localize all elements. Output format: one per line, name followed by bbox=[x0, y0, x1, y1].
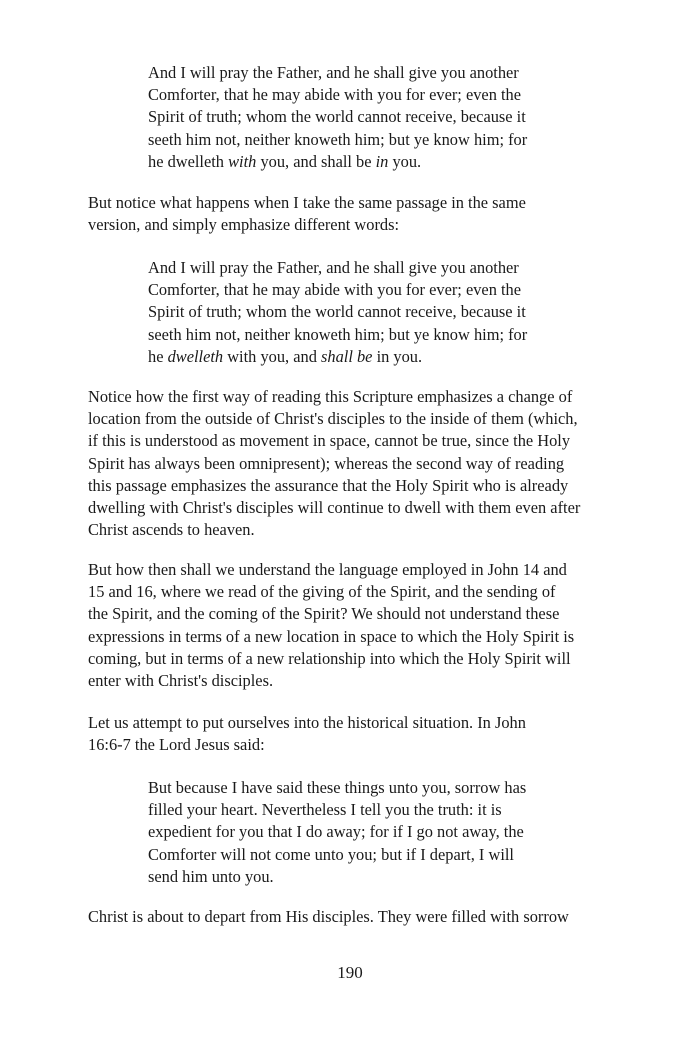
text-line bbox=[148, 106, 588, 128]
text-segment: location from the outside of Christ's disciples to the inside of them (which, bbox=[88, 409, 578, 429]
text-line bbox=[88, 519, 648, 541]
scripture-quote-3 bbox=[148, 777, 588, 888]
text-segment: he dwelleth bbox=[148, 151, 229, 171]
text-segment: expedient for you that I do away; for if I go not away, the bbox=[148, 822, 524, 842]
emphasized-text: dwelleth bbox=[167, 346, 224, 366]
text-line bbox=[148, 346, 588, 368]
text-line bbox=[148, 279, 588, 301]
text-line bbox=[88, 497, 648, 519]
text-line bbox=[148, 301, 588, 323]
text-segment: seeth him not, neither knoweth him; but ye know him; for bbox=[148, 129, 528, 149]
text-segment: Christ is about to depart from His disciples. They were filled with sorrow bbox=[88, 907, 569, 926]
paragraph-historical bbox=[88, 712, 648, 756]
text-segment: But notice what happens when I take the same passage in the same bbox=[88, 193, 526, 212]
text-line bbox=[88, 453, 648, 475]
text-segment: Spirit of truth; whom the world cannot receive, because it bbox=[148, 107, 526, 127]
text-line bbox=[148, 821, 588, 843]
text-line bbox=[88, 626, 648, 648]
emphasized-text: shall be bbox=[321, 346, 373, 366]
emphasized-text: with bbox=[228, 151, 257, 171]
text-line bbox=[88, 475, 648, 497]
text-segment: Spirit of truth; whom the world cannot receive, because it bbox=[148, 302, 526, 322]
text-line bbox=[88, 906, 648, 928]
text-segment: Notice how the first way of reading this Scripture emphasizes a change of bbox=[88, 387, 573, 406]
text-segment: Spirit has always been omnipresent); whereas the second way of reading bbox=[88, 453, 565, 473]
text-segment: he bbox=[148, 346, 168, 366]
paragraph-intro bbox=[88, 192, 648, 236]
text-line bbox=[88, 214, 648, 236]
text-segment: And I will pray the Father, and he shall give you another bbox=[148, 63, 519, 82]
text-segment: 16:6-7 the Lord Jesus said: bbox=[88, 735, 265, 755]
text-segment: if this is understood as movement in space, cannot be true, since the Holy bbox=[88, 431, 571, 451]
text-segment: seeth him not, neither knoweth him; but ye know him; for bbox=[148, 324, 528, 344]
text-line bbox=[148, 129, 588, 151]
paragraph-closing bbox=[88, 906, 648, 928]
text-segment: send him unto you. bbox=[148, 866, 274, 886]
text-segment: the Spirit, and the coming of the Spirit? We should not understand these bbox=[88, 604, 560, 624]
text-segment: Comforter will not come unto you; but if I depart, I will bbox=[148, 844, 514, 864]
text-line bbox=[148, 844, 588, 866]
text-segment: coming, but in terms of a new relationship into which the Holy Spirit will bbox=[88, 648, 571, 668]
text-line bbox=[148, 799, 588, 821]
text-segment: enter with Christ's disciples. bbox=[88, 671, 274, 691]
text-segment: with you, and bbox=[223, 346, 322, 366]
text-segment: you, and shall be bbox=[256, 151, 376, 171]
text-line bbox=[88, 581, 648, 603]
text-segment: But how then shall we understand the language employed in John 14 and bbox=[88, 560, 567, 579]
text-line bbox=[88, 386, 648, 408]
text-line bbox=[148, 777, 588, 799]
paragraph-language bbox=[88, 559, 648, 692]
text-line bbox=[88, 430, 648, 452]
text-segment: Christ ascends to heaven. bbox=[88, 520, 255, 540]
text-line bbox=[88, 603, 648, 625]
text-line bbox=[148, 84, 588, 106]
text-line bbox=[88, 192, 648, 214]
text-segment: in you. bbox=[372, 346, 423, 366]
text-segment: Let us attempt to put ourselves into the historical situation. In John bbox=[88, 713, 526, 732]
text-segment: dwelling with Christ's disciples will continue to dwell with them even after bbox=[88, 498, 581, 518]
text-segment: And I will pray the Father, and he shall give you another bbox=[148, 258, 519, 277]
text-segment: expressions in terms of a new location in space to which the Holy Spirit is bbox=[88, 626, 575, 646]
emphasized-text: in bbox=[375, 151, 389, 171]
text-line bbox=[88, 559, 648, 581]
page-number: 190 bbox=[337, 963, 363, 982]
paragraph-notice bbox=[88, 386, 648, 541]
text-segment: Comforter, that he may abide with you for ever; even the bbox=[148, 85, 522, 105]
text-segment: this passage emphasizes the assurance that the Holy Spirit who is already bbox=[88, 475, 569, 495]
text-segment: But because I have said these things unto you, sorrow has bbox=[148, 778, 527, 797]
text-line bbox=[88, 648, 648, 670]
text-line bbox=[148, 324, 588, 346]
text-line bbox=[148, 866, 588, 888]
text-line bbox=[148, 151, 588, 173]
text-segment: 15 and 16, where we read of the giving of the Spirit, and the sending of bbox=[88, 582, 556, 602]
text-segment: Comforter, that he may abide with you for ever; even the bbox=[148, 280, 522, 300]
text-segment: you. bbox=[388, 151, 422, 171]
scripture-quote-2 bbox=[148, 257, 588, 368]
text-segment: version, and simply emphasize different words: bbox=[88, 215, 400, 235]
text-line bbox=[88, 408, 648, 430]
text-line bbox=[148, 257, 588, 279]
text-segment: filled your heart. Nevertheless I tell you the truth: it is bbox=[148, 800, 502, 820]
text-line bbox=[148, 62, 588, 84]
text-line bbox=[88, 670, 648, 692]
text-line bbox=[88, 712, 648, 734]
scripture-quote-1 bbox=[148, 62, 588, 173]
text-line bbox=[88, 734, 648, 756]
